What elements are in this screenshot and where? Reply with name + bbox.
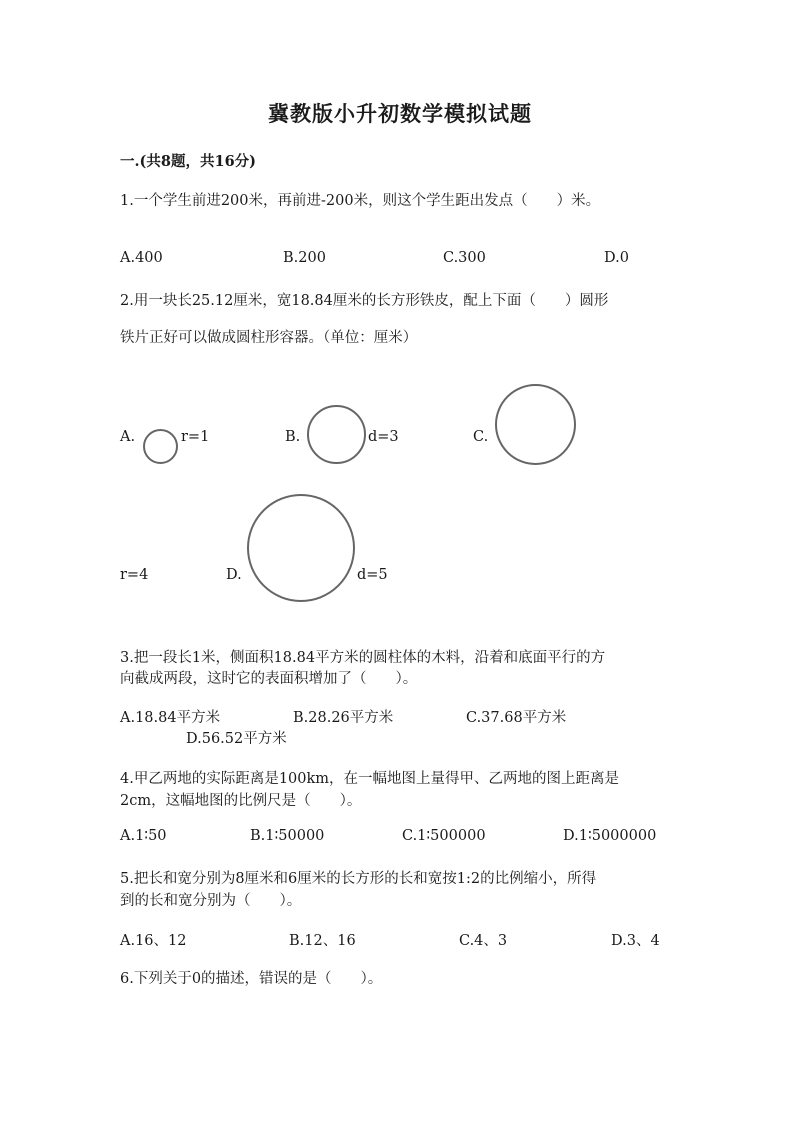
question-3-line-1: 3.把一段长1米，侧面积18.84平方米的圆柱体的木料，沿着和底面平行的方: [120, 650, 606, 666]
circle-c-figure: [495, 384, 576, 465]
question-1-text: 1.一个学生前进200米，再前进-200米，则这个学生距出发点（ ）米。: [120, 193, 601, 209]
question-2-line-2: 铁片正好可以做成圆柱形容器。（单位：厘米）: [120, 330, 418, 346]
question-4-line-1: 4.甲乙两地的实际距离是100km，在一幅地图上量得甲、乙两地的图上距离是: [120, 771, 620, 787]
q4-option-d[interactable]: D.1∶5000000: [563, 828, 657, 844]
q5-option-b[interactable]: B.12、16: [289, 933, 356, 949]
q4-option-b[interactable]: B.1∶50000: [250, 828, 325, 844]
question-5-line-1: 5.把长和宽分别为8厘米和6厘米的长方形的长和宽按1:2的比例缩小，所得: [120, 871, 597, 887]
question-3-line-2: 向截成两段，这时它的表面积增加了（ ）。: [120, 671, 418, 687]
q2-option-a-label: r=1: [181, 429, 210, 445]
question-5-line-2: 到的长和宽分别为（ ）。: [120, 893, 302, 909]
q2-option-c-label: r=4: [120, 567, 149, 583]
q1-option-a[interactable]: A.400: [120, 250, 163, 266]
question-2-line-1: 2.用一块长25.12厘米，宽18.84厘米的长方形铁皮，配上下面（ ）圆形: [120, 293, 609, 309]
q2-option-a[interactable]: A.: [120, 429, 136, 445]
q4-option-c[interactable]: C.1∶500000: [402, 828, 486, 844]
q2-option-d-label: d=5: [357, 567, 388, 583]
q3-option-d[interactable]: D.56.52平方米: [186, 731, 287, 747]
question-6-text: 6.下列关于0的描述，错误的是（ ）。: [120, 971, 383, 987]
q1-option-c[interactable]: C.300: [443, 250, 486, 266]
q2-option-b[interactable]: B.: [285, 429, 301, 445]
q5-option-a[interactable]: A.16、12: [120, 933, 187, 949]
circle-d-figure: [247, 494, 355, 602]
q3-option-c[interactable]: C.37.68平方米: [466, 710, 567, 726]
q2-option-b-label: d=3: [368, 429, 399, 445]
q1-option-b[interactable]: B.200: [283, 250, 326, 266]
q1-option-d[interactable]: D.0: [604, 250, 629, 266]
q5-option-d[interactable]: D.3、4: [611, 933, 660, 949]
q2-option-d[interactable]: D.: [226, 567, 242, 583]
q3-option-a[interactable]: A.18.84平方米: [120, 710, 221, 726]
section-heading: 一.(共8题，共16分): [120, 153, 257, 170]
q4-option-a[interactable]: A.1∶50: [120, 828, 167, 844]
circle-b-figure: [307, 405, 366, 464]
circle-a-figure: [143, 429, 178, 464]
q3-option-b[interactable]: B.28.26平方米: [293, 710, 394, 726]
question-4-line-2: 2cm，这幅地图的比例尺是（ ）。: [120, 793, 362, 809]
q5-option-c[interactable]: C.4、3: [459, 933, 508, 949]
q2-option-c[interactable]: C.: [473, 429, 489, 445]
page-title: 冀教版小升初数学模拟试题: [268, 101, 532, 126]
